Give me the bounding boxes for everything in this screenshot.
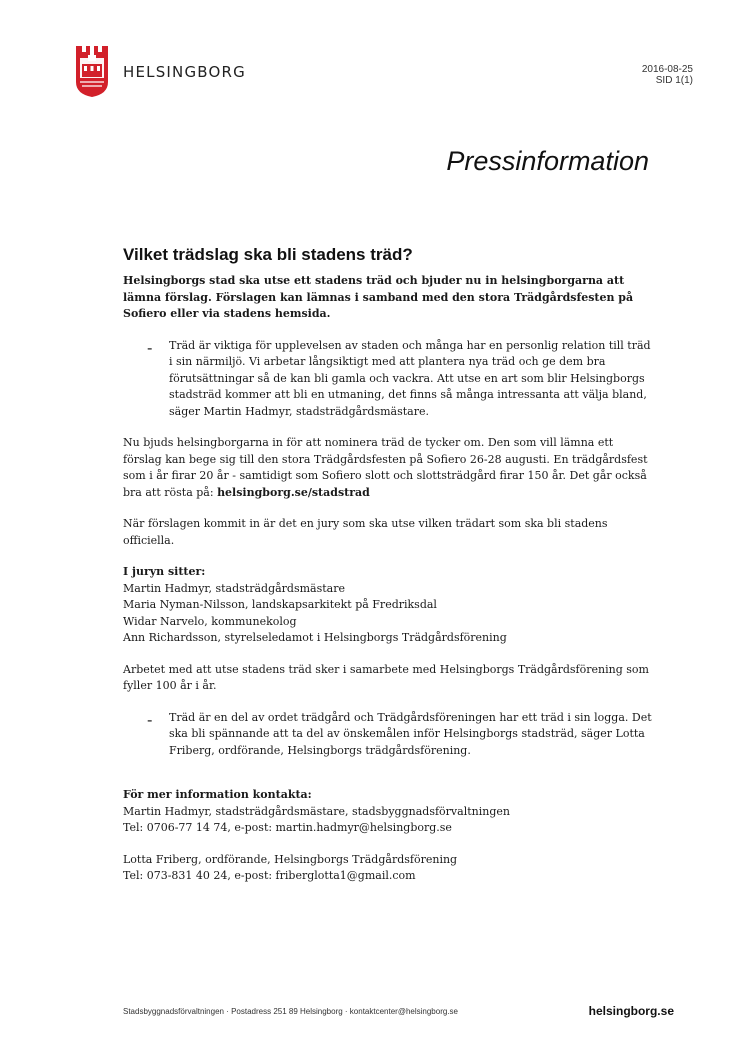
lead-paragraph: Helsingborgs stad ska utse ett stadens träd och bjuder nu in helsingborgarna att lämna förslag. Förslagen kan lämnas i samband med den stora Trädgårdsfesten på Sofiero eller via stadens hemsida. (123, 274, 634, 320)
nomination-text: Nu bjuds helsingborgarna in för att nominera träd de tycker om. Den som vill lämna ett förslag kan bege sig till den stora Trädgårdsfesten på Sofiero 26-28 augusti. En trädgårdsfest som i år firar 20 år - samtidigt som Sofiero slott och slottsträdgård firar 150 år. Det går också bra att rösta på: (123, 436, 648, 499)
contact-name: Martin Hadmyr, stadsträdgårdsmästare, stadsbyggnadsförvaltningen (123, 804, 510, 818)
jury-intro-paragraph: När förslagen kommit in är det en jury som ska utse vilken trädart som ska bli stadens officiella. (123, 517, 608, 547)
jury-member: Martin Hadmyr, stadsträdgårdsmästare (123, 581, 345, 595)
contact-block-1 (123, 787, 653, 837)
bullet-dash: - (147, 337, 153, 357)
nomination-paragraph (123, 435, 653, 501)
quote-text: Träd är en del av ordet trädgård och Trädgårdsföreningen har ett träd i sin logga. Det ska bli spännande att ta del av önskemålen inför Helsingborgs stadsträd, säger Lotta Friberg, ordförande, Helsingborgs trädgårdsförening. (169, 710, 652, 757)
quote-text: Träd är viktiga för upplevelsen av staden och många har en personlig relation till träd i sin närmiljö. Vi arbetar långsiktigt med att plantera nya träd och ge dem bra förutsättningar så de kan bli gamla och vackra. Att utse en art som blir Helsingborgs stadsträd kommer att bli en utmaning, det finns så många intressanta att välja bland, säger Martin Hadmyr, stadsträdgårdsmästare. (169, 338, 651, 418)
contact-details: Tel: 0706-77 14 74, e-post: martin.hadmyr@helsingborg.se (123, 821, 452, 834)
quote-hadmyr (123, 338, 653, 421)
vote-link[interactable]: helsingborg.se/stadstrad (217, 485, 370, 499)
footer-address: Stadsbyggnadsförvaltningen · Postadress 251 89 Helsingborg · kontaktcenter@helsingborg.se (123, 1007, 458, 1016)
document-date: 2016-08-25 (641, 64, 693, 75)
contact-block-2 (123, 852, 653, 885)
contact-title: För mer information kontakta: (123, 788, 312, 801)
jury-member: Maria Nyman-Nilsson, landskapsarkitekt på Fredriksdal (123, 598, 437, 611)
jury-title: I juryn sitter: (123, 565, 206, 578)
footer-website[interactable]: helsingborg.se (588, 1004, 674, 1018)
jury-member: Ann Richardsson, styrelseledamot i Helsingborgs Trädgårdsförening (123, 631, 507, 644)
jury-member: Widar Narvelo, kommunekolog (123, 614, 297, 628)
article-body (123, 245, 653, 900)
helsingborg-crest-logo (74, 44, 110, 98)
jury-list (123, 564, 653, 647)
document-type: Pressinformation (446, 146, 649, 176)
contact-name: Lotta Friberg, ordförande, Helsingborgs Trädgårdsförening (123, 852, 458, 866)
contact-details: Tel: 073-831 40 24, e-post: friberglotta1@gmail.com (123, 869, 416, 882)
collaboration-paragraph: Arbetet med att utse stadens träd sker i samarbete med Helsingborgs Trädgårdsförening som fyller 100 år i år. (123, 662, 649, 692)
page-number: SID 1(1) (655, 75, 693, 86)
headline: Vilket trädslag ska bli stadens träd? (123, 245, 413, 264)
bullet-dash: - (147, 709, 153, 729)
document-meta (642, 64, 693, 86)
quote-friberg (123, 710, 653, 760)
brand-name: HELSINGBORG (123, 63, 246, 81)
